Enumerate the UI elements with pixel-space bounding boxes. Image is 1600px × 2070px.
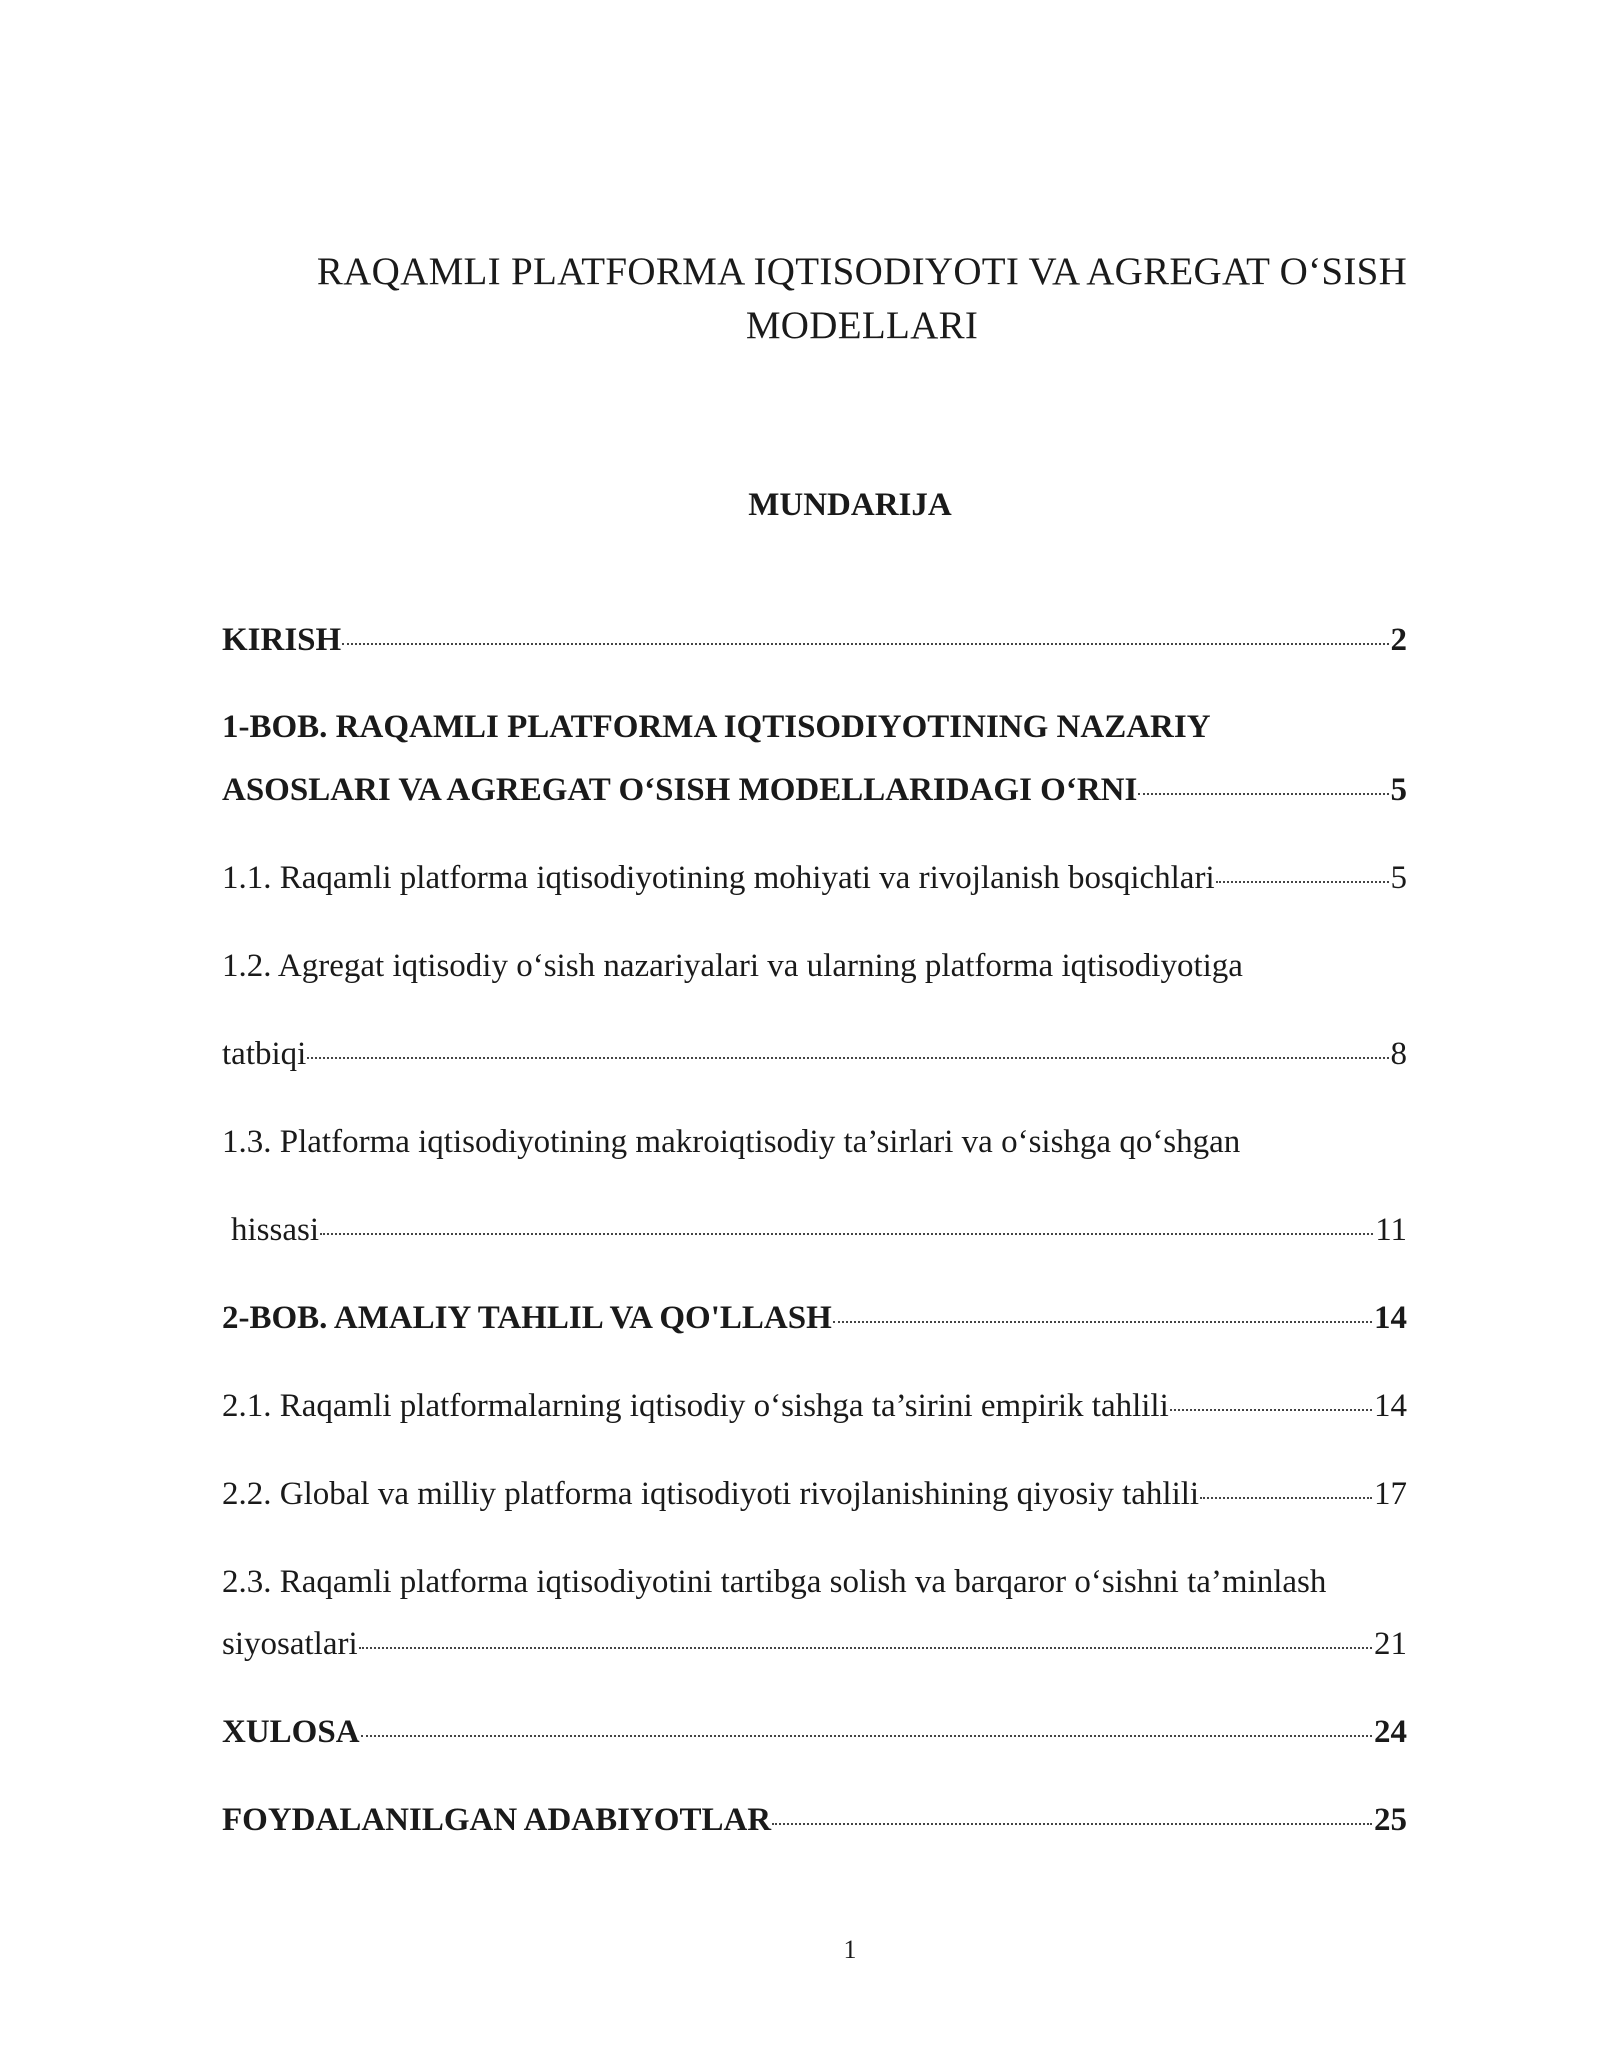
toc-entry-label: hissasi [231, 1212, 320, 1248]
dot-leader [307, 1057, 1388, 1059]
page-number: 1 [843, 1935, 857, 1964]
toc-entry-page: 25 [1374, 1802, 1407, 1838]
dot-leader [772, 1823, 1372, 1825]
toc-entry-label: 2.1. Raqamli platformalarning iqtisodiy o‘sishga ta’sirini empirik tahlili [222, 1388, 1169, 1424]
toc-entry-adabiyotlar[interactable] [222, 1800, 1407, 1840]
toc-entry-2-3[interactable] [222, 1624, 1407, 1664]
toc-entry-page: 5 [1390, 860, 1407, 896]
toc-entry-page: 17 [1374, 1476, 1407, 1512]
toc-entry-page: 8 [1390, 1036, 1407, 1072]
dot-leader [1170, 1409, 1372, 1411]
toc-entry-1-2-line-1[interactable]: 1.2. Agregat iqtisodiy o‘sish nazariyalari va ularning platforma iqtisodiyotiga [222, 948, 1243, 984]
toc-entry-page: 21 [1374, 1626, 1407, 1662]
toc-entry-bob1[interactable] [222, 770, 1407, 810]
toc-entry-label: KIRISH [222, 622, 342, 658]
toc-entry-kirish[interactable] [222, 620, 1407, 660]
toc-entry-page: 5 [1390, 772, 1407, 808]
toc-entry-label: 2-BOB. AMALIY TAHLIL VA QO'LLASH [222, 1300, 832, 1336]
dot-leader [1138, 793, 1388, 795]
dot-leader [361, 1735, 1372, 1737]
dot-leader [1216, 881, 1389, 883]
toc-entry-label: siyosatlari [222, 1626, 358, 1662]
toc-entry-1-2[interactable] [222, 1034, 1407, 1074]
toc-entry-page: 14 [1374, 1388, 1407, 1424]
document-title-line-2: MODELLARI [745, 304, 979, 347]
toc-entry-bob1-line-1[interactable]: 1-BOB. RAQAMLI PLATFORMA IQTISODIYOTINING NAZARIY [222, 709, 1211, 745]
toc-entry-xulosa[interactable] [222, 1712, 1407, 1752]
toc-entry-page: 11 [1375, 1212, 1407, 1248]
toc-entry-label: ASOSLARI VA AGREGAT O‘SISH MODELLARIDAGI O‘RNI [222, 772, 1138, 808]
toc-entry-1-3-line-1[interactable]: 1.3. Platforma iqtisodiyotining makroiqtisodiy ta’sirlari va o‘sishga qo‘shgan [222, 1124, 1241, 1160]
toc-entry-label: XULOSA [222, 1714, 360, 1750]
dot-leader [833, 1321, 1372, 1323]
toc-entry-bob2[interactable] [222, 1298, 1407, 1338]
toc-entry-label: 1.1. Raqamli platforma iqtisodiyotining mohiyati va rivojlanish bosqichlari [222, 860, 1215, 896]
table-of-contents [222, 0, 1407, 2070]
dot-leader [359, 1647, 1372, 1649]
toc-entry-1-3[interactable] [222, 1210, 1407, 1250]
toc-entry-2-1[interactable] [222, 1386, 1407, 1426]
toc-entry-page: 14 [1374, 1300, 1407, 1336]
toc-entry-2-2[interactable] [222, 1474, 1407, 1514]
toc-entry-2-3-line-1[interactable]: 2.3. Raqamli platforma iqtisodiyotini tartibga solish va barqaror o‘sishni ta’minlash [222, 1564, 1327, 1600]
toc-entry-page: 2 [1390, 622, 1407, 658]
dot-leader [320, 1233, 1373, 1235]
toc-entry-label: tatbiqi [222, 1036, 307, 1072]
toc-entry-1-1[interactable] [222, 858, 1407, 898]
toc-entry-label: FOYDALANILGAN ADABIYOTLAR [222, 1802, 772, 1838]
document-title-line-1: RAQAMLI PLATFORMA IQTISODIYOTI VA AGREGAT O‘SISH [316, 250, 1408, 293]
dot-leader [342, 643, 1388, 645]
toc-entry-page: 24 [1374, 1714, 1407, 1750]
toc-entry-label: 2.2. Global va milliy platforma iqtisodiyoti rivojlanishining qiyosiy tahlili [222, 1476, 1200, 1512]
toc-heading: MUNDARIJA [748, 487, 952, 523]
dot-leader [1200, 1497, 1372, 1499]
